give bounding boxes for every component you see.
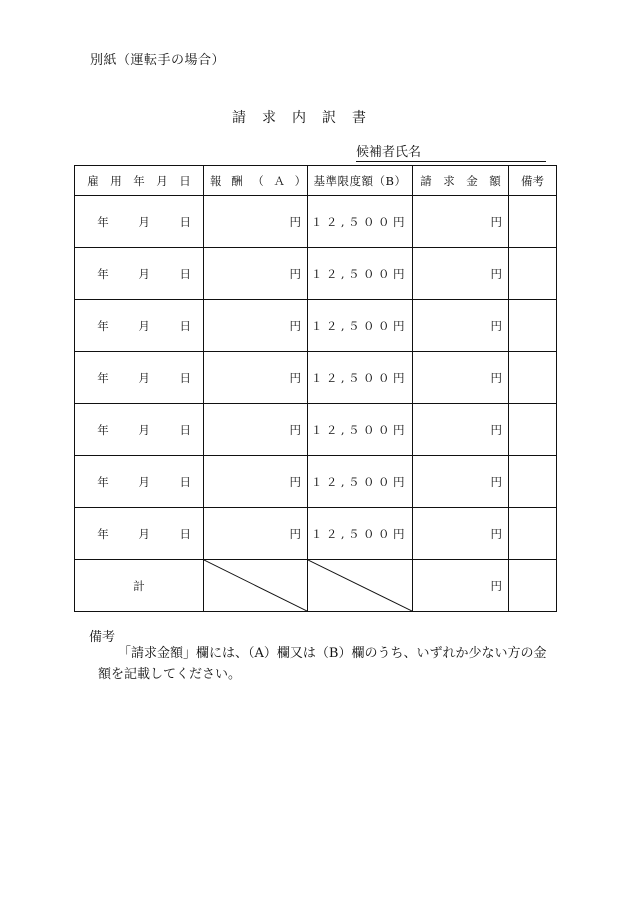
table-row [75, 404, 557, 456]
header-reward: 報 酬 （ Ａ ） [204, 166, 308, 196]
remarks-cell[interactable] [509, 248, 557, 300]
header-remarks: 備考 [509, 166, 557, 196]
standard-limit-cell: １２,５００円 [308, 300, 413, 352]
reward-cell[interactable]: 円 [204, 248, 308, 300]
employment-date-cell[interactable]: 年 月 日 [75, 456, 204, 508]
remarks-text: 「請求金額」欄には、（A）欄又は（B）欄のうち、いずれか少ない方の金額を記載してください。 [98, 646, 547, 682]
reward-total-diagonal [204, 560, 308, 612]
remarks-cell[interactable] [509, 352, 557, 404]
attachment-label: 別紙（運転手の場合） [90, 53, 226, 68]
claim-amount-cell[interactable]: 円 [413, 196, 509, 248]
header-standard-limit: 基準限度額（B） [308, 166, 413, 196]
claim-amount-cell[interactable]: 円 [413, 352, 509, 404]
employment-date-cell[interactable]: 年 月 日 [75, 300, 204, 352]
reward-cell[interactable]: 円 [204, 196, 308, 248]
claim-amount-cell[interactable]: 円 [413, 508, 509, 560]
table-row [75, 300, 557, 352]
remarks-title: 備考 [89, 630, 116, 645]
header-employment-date: 雇 用 年 月 日 [75, 166, 204, 196]
remarks-cell[interactable] [509, 404, 557, 456]
claim-amount-cell[interactable]: 円 [413, 456, 509, 508]
table-row [75, 196, 557, 248]
diagonal-line [308, 560, 412, 611]
standard-limit-cell: １２,５００円 [308, 196, 413, 248]
claim-amount-cell[interactable]: 円 [413, 404, 509, 456]
employment-date-cell[interactable]: 年 月 日 [75, 352, 204, 404]
standard-limit-cell: １２,５００円 [308, 248, 413, 300]
reward-cell[interactable]: 円 [204, 300, 308, 352]
total-row [75, 560, 557, 612]
standard-limit-total-diagonal [308, 560, 413, 612]
reward-cell[interactable]: 円 [204, 404, 308, 456]
employment-date-cell[interactable]: 年 月 日 [75, 248, 204, 300]
standard-limit-cell: １２,５００円 [308, 404, 413, 456]
claim-breakdown-table [74, 165, 557, 612]
employment-date-cell[interactable]: 年 月 日 [75, 404, 204, 456]
diagonal-line [204, 560, 307, 611]
reward-cell[interactable]: 円 [204, 456, 308, 508]
employment-date-cell[interactable]: 年 月 日 [75, 508, 204, 560]
remarks-cell[interactable] [509, 300, 557, 352]
claim-amount-cell[interactable]: 円 [413, 248, 509, 300]
remarks-cell[interactable] [509, 508, 557, 560]
remarks-total-cell[interactable] [509, 560, 557, 612]
applicant-name-label: 候補者氏名 [356, 145, 422, 160]
standard-limit-cell: １２,５００円 [308, 456, 413, 508]
document-title: 請 求 内 訳 書 [232, 110, 367, 126]
table-row [75, 508, 557, 560]
standard-limit-cell: １２,５００円 [308, 508, 413, 560]
reward-cell[interactable]: 円 [204, 352, 308, 404]
table-header-row [75, 166, 557, 196]
header-claim-amount: 請 求 金 額 [413, 166, 509, 196]
claim-amount-total-cell[interactable]: 円 [413, 560, 509, 612]
table-row [75, 352, 557, 404]
claim-amount-cell[interactable]: 円 [413, 300, 509, 352]
table-row [75, 248, 557, 300]
standard-limit-cell: １２,５００円 [308, 352, 413, 404]
employment-date-cell[interactable]: 年 月 日 [75, 196, 204, 248]
total-label: 計 [75, 560, 204, 612]
reward-cell[interactable]: 円 [204, 508, 308, 560]
remarks-cell[interactable] [509, 456, 557, 508]
table-row [75, 456, 557, 508]
applicant-name-field[interactable] [356, 141, 546, 162]
remarks-cell[interactable] [509, 196, 557, 248]
